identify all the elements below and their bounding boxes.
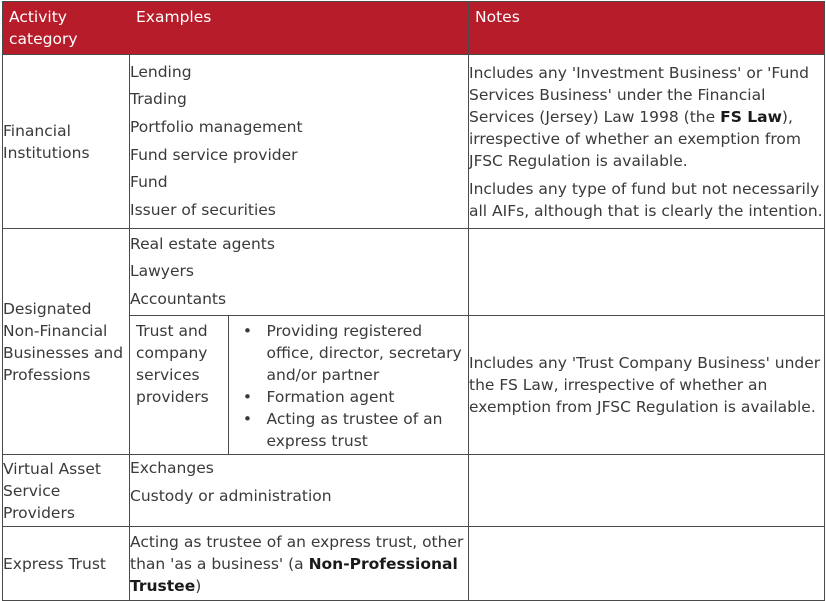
example-text: )	[195, 576, 202, 595]
bullet-item: • Providing registered office, director, secretary and/or partner	[229, 320, 469, 386]
example-item: Lawyers	[130, 262, 194, 281]
notes-dnfbp-empty	[469, 229, 825, 316]
bullet-item: • Acting as trustee of an express trust	[229, 408, 469, 452]
activity-table	[2, 1, 825, 601]
fs-law-term: FS Law	[720, 107, 782, 126]
example-item: Portfolio management	[130, 117, 303, 136]
example-item: Custody or administration	[130, 486, 332, 505]
row-dnfbp-professions	[3, 229, 825, 316]
example-item: Lending	[130, 62, 192, 81]
non-professional-trustee-term: Non-Professional Trustee	[130, 554, 458, 595]
examples-vasp	[130, 455, 469, 527]
note-trust-company: Includes any 'Trust Company Business' under the FS Law, irrespective of whether an exemption from JFSC Regulation is available.	[469, 354, 821, 416]
category-vasp: Virtual Asset Service Providers	[3, 455, 130, 527]
example-item: Accountants	[130, 289, 227, 308]
header-activity-category: Activity category	[3, 2, 130, 55]
tcsp-label: Trust and company services providers	[130, 316, 228, 454]
note-text: Includes any 'Investment Business' or 'Fund Services Business' under the Financial Services (Jersey) Law 1998 (the	[469, 63, 809, 126]
header-row	[3, 2, 825, 55]
example-text: Acting as trustee of an express trust, other than 'as a business' (a	[130, 532, 464, 573]
examples-tcsp	[130, 316, 469, 455]
category-dnfbp: Designated Non-Financial Businesses and Professions	[3, 229, 130, 455]
examples-express-trust	[130, 527, 469, 601]
example-item: Issuer of securities	[130, 200, 276, 219]
bullet-item: • Formation agent	[229, 386, 469, 408]
row-express-trust	[3, 527, 825, 601]
activity-table-wrapper	[2, 1, 824, 599]
example-item: Real estate agents	[130, 234, 275, 253]
example-item: Fund service provider	[130, 145, 298, 164]
notes-express-empty	[469, 527, 825, 601]
note-fund: Includes any type of fund but not necessarily all AIFs, although that is clearly the intention.	[469, 179, 823, 220]
category-express-trust: Express Trust	[3, 527, 130, 601]
bullet-dot-icon: •	[242, 410, 253, 428]
note-investment-business	[469, 62, 824, 172]
notes-financial-institutions	[469, 55, 825, 229]
row-vasp	[3, 455, 825, 527]
examples-dnfbp	[130, 229, 469, 316]
notes-tcsp	[469, 316, 825, 455]
row-financial-institutions	[3, 55, 825, 229]
category-financial-institutions: Financial Institutions	[3, 55, 130, 229]
bullet-dot-icon: •	[242, 322, 253, 340]
tcsp-bullet-list	[228, 316, 468, 454]
bullet-dot-icon: •	[242, 388, 253, 406]
header-notes: Notes	[469, 2, 825, 55]
notes-vasp-empty	[469, 455, 825, 527]
examples-financial-institutions	[130, 55, 469, 229]
note-text: ), irrespective of whether an exemption from JFSC Regulation is available.	[469, 107, 801, 170]
example-item: Fund	[130, 173, 168, 192]
example-item: Exchanges	[130, 459, 214, 477]
tcsp-inner-table	[130, 316, 468, 454]
example-item: Trading	[130, 90, 187, 109]
header-examples: Examples	[130, 2, 469, 55]
